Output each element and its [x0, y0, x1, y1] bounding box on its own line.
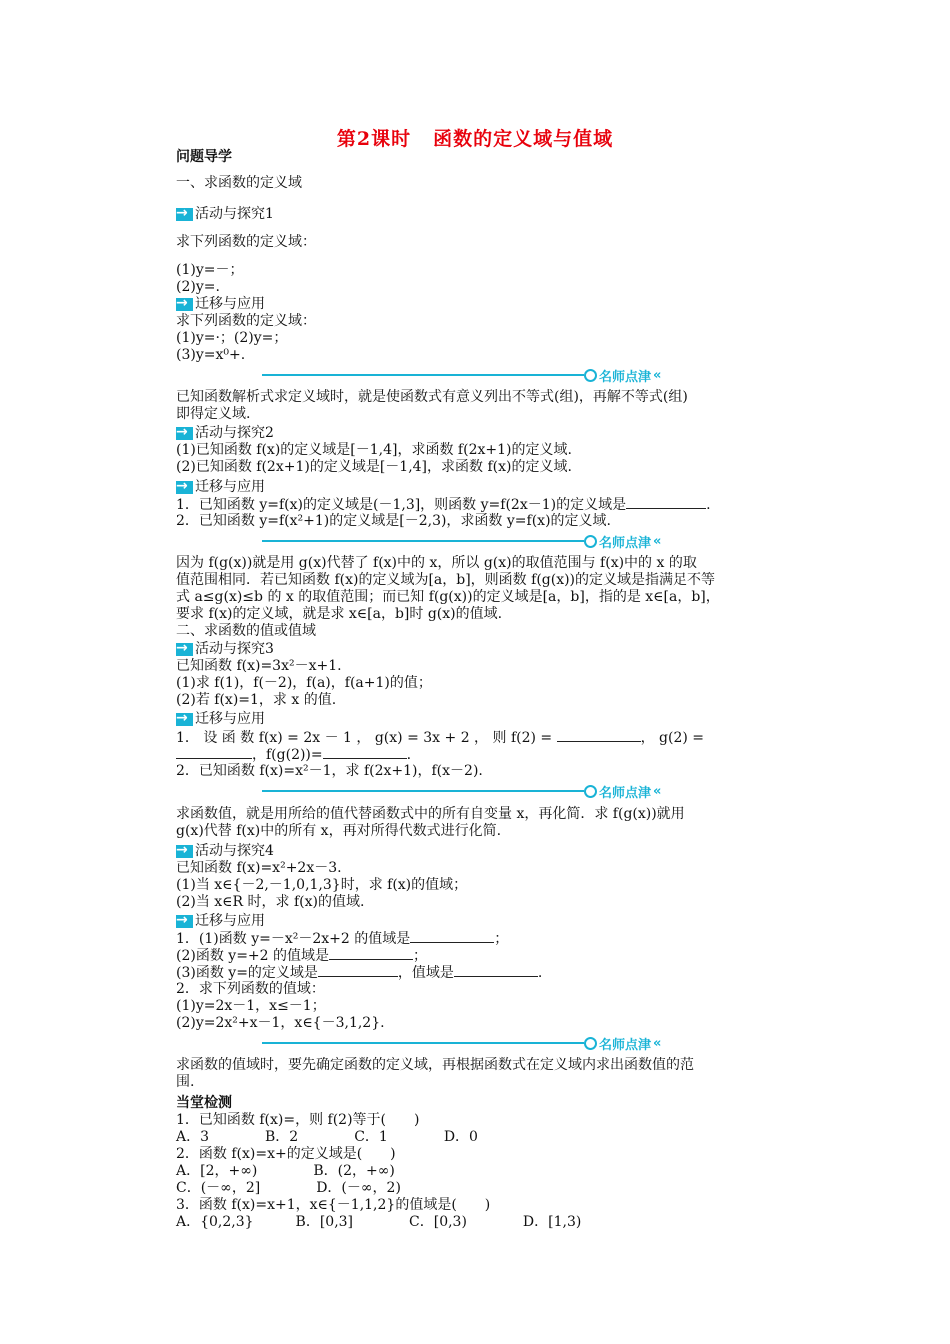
activity-label-3: → 活动与探究3	[176, 641, 816, 661]
tip-text: 因为 f(g(x))就是用 g(x)代替了 f(x)中的 x，所以 g(x)的取值范围与 f(x)中的 x 的取	[176, 555, 697, 571]
tip-text: 已知函数解析式求定义域时，就是使函数式有意义列出不等式(组)，再解不等式(组)	[176, 389, 688, 405]
activity-1-item: (2)y=.	[176, 279, 220, 295]
answer-blank[interactable]	[323, 746, 407, 759]
transfer-1-item: (1)y=·；(2)y=；	[176, 330, 288, 346]
transfer-label-3: → 迁移与应用	[176, 711, 816, 731]
arrow-icon	[176, 208, 193, 221]
arrow-icon	[176, 427, 193, 440]
answer-blank[interactable]	[329, 947, 413, 960]
quiz-question: 2．函数 f(x)=x+的定义域是( )	[176, 1146, 396, 1162]
activity-4-item: (2)当 x∈R 时，求 f(x)的值域.	[176, 894, 365, 910]
answer-blank[interactable]	[454, 964, 538, 977]
transfer-4-item: (3)函数 y=的定义域是 ，值域是 .	[176, 965, 543, 981]
transfer-label-4: → 迁移与应用	[176, 913, 816, 933]
activity-label-4: → 活动与探究4	[176, 843, 816, 863]
arrow-icon	[176, 481, 193, 494]
answer-blank[interactable]	[176, 746, 252, 759]
circle-icon	[584, 1037, 597, 1050]
activity-2-item: (2)已知函数 f(2x+1)的定义域是[－1,4]，求函数 f(x)的定义域.	[176, 459, 572, 475]
tip-divider	[262, 532, 692, 550]
double-chevron-icon: «	[653, 367, 662, 383]
activity-4-item: (1)当 x∈{－2,－1,0,1,3}时，求 f(x)的值域；	[176, 877, 468, 893]
transfer-2-item: 2．已知函数 y=f(x²+1)的定义域是[－2,3)，求函数 y=f(x)的定义域.	[176, 513, 611, 529]
tip-text: 式 a≤g(x)≤b 的 x 的取值范围；而已知 f(g(x))的定义域是[a，b]，指的是 x∈[a，b]，	[176, 589, 720, 605]
transfer-label-2: → 迁移与应用	[176, 479, 816, 499]
arrow-icon	[176, 298, 193, 311]
transfer-1-item: (3)y=x⁰+.	[176, 347, 246, 363]
transfer-4-item: 2．求下列函数的值域：	[176, 981, 325, 997]
tip-badge: 名师点津	[599, 1037, 652, 1053]
section-heading-guide: 问题导学	[176, 149, 232, 165]
lesson-number: 第2课时	[336, 128, 412, 150]
answer-blank[interactable]	[557, 729, 641, 742]
page-title	[0, 124, 950, 151]
tip-text: 值范围相同．若已知函数 f(x)的定义域为[a，b]，则函数 f(g(x))的定义域是指满足不等	[176, 572, 716, 588]
quiz-options: A．3 B．2 C．1 D．0	[176, 1129, 478, 1145]
section-heading-check: 当堂检测	[176, 1095, 232, 1111]
transfer-1-question: 求下列函数的定义域：	[176, 313, 316, 329]
activity-4-question: 已知函数 f(x)=x²+2x－3.	[176, 860, 342, 876]
answer-blank[interactable]	[318, 964, 398, 977]
lesson-topic: 函数的定义域与值域	[433, 128, 614, 150]
arrow-icon	[176, 915, 193, 928]
transfer-label-1: → 迁移与应用	[176, 296, 816, 316]
transfer-3-item: 1． 设 函 数 f(x) = 2x － 1 ， g(x) = 3x + 2 ， 则 f(2) = ， g(2) =	[176, 730, 705, 746]
quiz-options: A．{0,2,3} B．[0,3] C．[0,3) D．[1,3)	[176, 1214, 582, 1230]
activity-1-question: 求下列函数的定义域：	[176, 234, 316, 250]
tip-divider	[262, 1034, 692, 1052]
tip-badge: 名师点津	[599, 369, 652, 385]
tip-text: g(x)代替 f(x)中的所有 x，再对所得代数式进行化简.	[176, 823, 502, 839]
tip-badge: 名师点津	[599, 785, 652, 801]
transfer-4-item: (2)y=2x²+x－1，x∈{－3,1,2}.	[176, 1015, 385, 1031]
answer-blank[interactable]	[626, 496, 706, 509]
transfer-3-item: ，f(g(2))= .	[176, 746, 816, 764]
activity-label-2: → 活动与探究2	[176, 425, 816, 445]
tip-text: 要求 f(x)的定义域，就是求 x∈[a，b]时 g(x)的值域.	[176, 606, 503, 622]
tip-text: 围.	[176, 1074, 195, 1090]
arrow-icon	[176, 643, 193, 656]
circle-icon	[584, 535, 597, 548]
section-title-value: 二、求函数的值或值域	[176, 623, 316, 639]
tip-text: 即得定义域.	[176, 406, 251, 422]
tip-text: 求函数值，就是用所给的值代替函数式中的所有自变量 x，再化简．求 f(g(x))就用	[176, 806, 685, 822]
circle-icon	[584, 369, 597, 382]
activity-3-question: 已知函数 f(x)=3x²－x+1.	[176, 658, 342, 674]
activity-2-item: (1)已知函数 f(x)的定义域是[－1,4]，求函数 f(2x+1)的定义域.	[176, 442, 572, 458]
transfer-4-item: (2)函数 y=+2 的值域是 ；	[176, 948, 428, 964]
double-chevron-icon: «	[653, 533, 662, 549]
tip-text: 求函数的值域时，要先确定函数的定义域，再根据函数式在定义域内求出函数值的范	[176, 1057, 694, 1073]
circle-icon	[584, 785, 597, 798]
tip-badge: 名师点津	[599, 535, 652, 551]
answer-blank[interactable]	[410, 930, 494, 943]
quiz-question: 1．已知函数 f(x)=，则 f(2)等于( )	[176, 1112, 420, 1128]
transfer-2-item: 1．已知函数 y=f(x)的定义域是(－1,3]，则函数 y=f(2x－1)的定义域是 .	[176, 497, 711, 513]
tip-divider	[262, 782, 692, 800]
activity-3-item: (1)求 f(1)，f(－2)，f(a)，f(a+1)的值；	[176, 675, 432, 691]
quiz-options: A．[2，+∞) B．(2，+∞)	[176, 1163, 395, 1179]
double-chevron-icon: «	[653, 1035, 662, 1051]
activity-1-item: (1)y=－；	[176, 262, 244, 278]
arrow-icon	[176, 845, 193, 858]
activity-3-item: (2)若 f(x)=1，求 x 的值.	[176, 692, 337, 708]
activity-label-1: → 活动与探究1	[176, 206, 816, 226]
quiz-question: 3．函数 f(x)=x+1，x∈{－1,1,2}的值域是( )	[176, 1197, 491, 1213]
transfer-4-item: (1)y=2x－1，x≤－1；	[176, 998, 326, 1014]
transfer-3-item: 2．已知函数 f(x)=x²－1，求 f(2x+1)，f(x－2).	[176, 763, 483, 779]
section-title-domain: 一、求函数的定义域	[176, 175, 302, 191]
tip-divider	[262, 366, 692, 384]
arrow-icon	[176, 713, 193, 726]
quiz-options: C．(－∞，2] D．(－∞，2)	[176, 1180, 401, 1196]
transfer-4-item: 1．(1)函数 y=－x²－2x+2 的值域是 ；	[176, 931, 509, 947]
double-chevron-icon: «	[653, 783, 662, 799]
